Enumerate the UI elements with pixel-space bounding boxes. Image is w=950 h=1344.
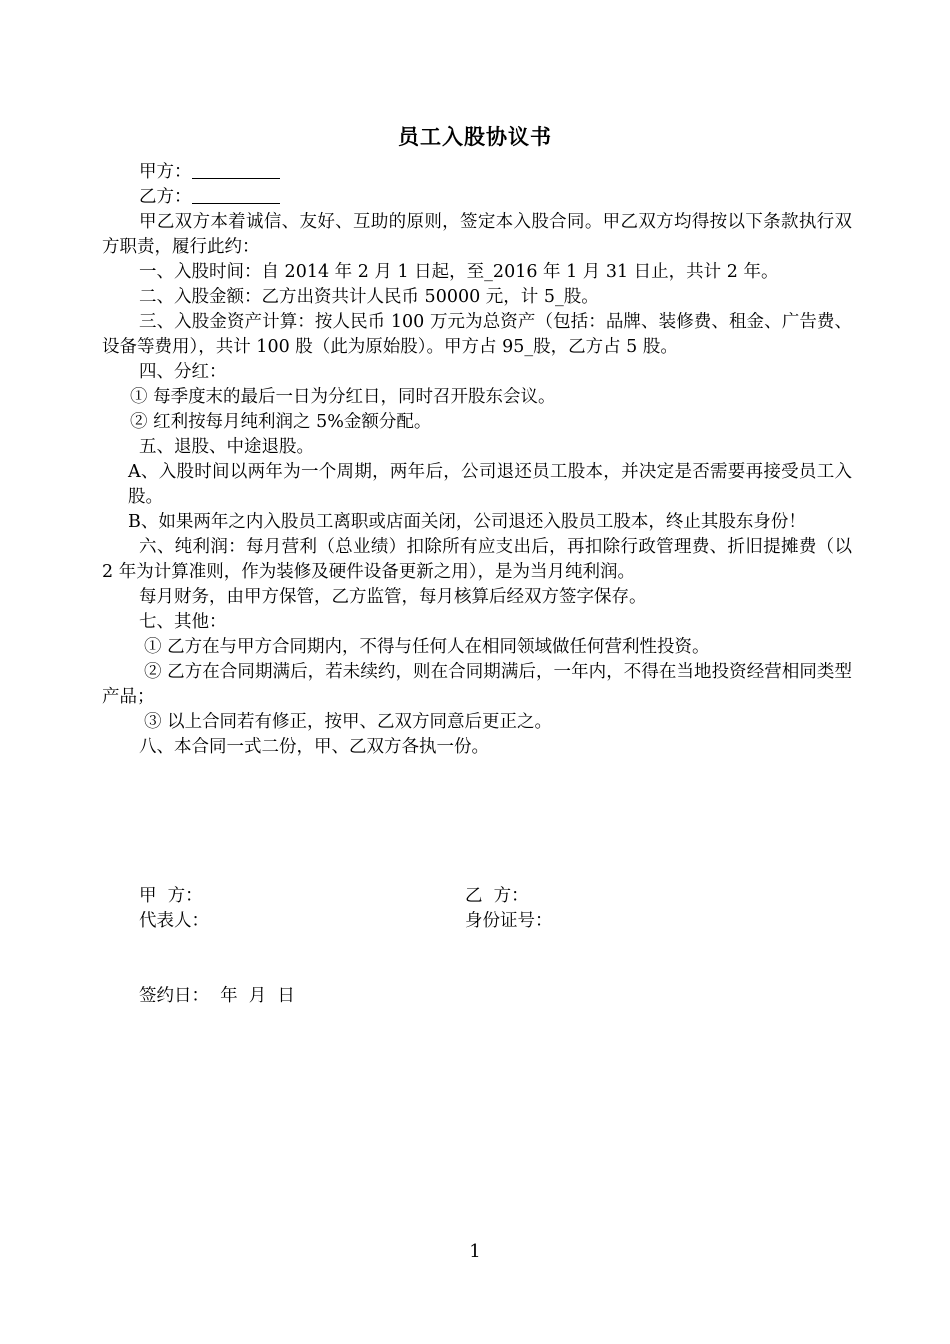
clause-3-text: 三、入股金资产计算：按人民币 100 万元为总资产（包括：品牌、装修费、租金、广告费、设备等费用），共计 100 股（此为原始股）。甲方占 95_股，乙方占 5 股。 — [102, 312, 852, 357]
party-b-line — [102, 185, 852, 210]
clause-6-note: 每月财务，由甲方保管，乙方监管，每月核算后经双方签字保存。 — [139, 587, 647, 607]
clause-4: 四、分红： — [139, 362, 227, 382]
party-a-line — [102, 160, 852, 185]
clause-4-item-1: ① 每季度末的最后一日为分红日，同时召开股东会议。 — [130, 387, 556, 407]
clause-5: 五、退股、中途退股。 — [139, 437, 314, 457]
clause-7-item-3: ③ 以上合同若有修正，按甲、乙双方同意后更正之。 — [144, 712, 553, 732]
signature-id-number: 身份证号： — [465, 911, 553, 931]
intro-paragraph — [102, 210, 852, 260]
signature-row-details — [139, 909, 859, 934]
clause-5-item-a — [102, 460, 852, 510]
party-a-label: 甲方： — [139, 162, 192, 182]
agreement-body — [102, 160, 852, 760]
signature-date-row — [139, 984, 859, 1009]
clause-5-a-text: A、入股时间以两年为一个周期，两年后，公司退还员工股本，并决定是否需要再接受员工入股。 — [128, 462, 852, 507]
clause-8: 八、本合同一式二份，甲、乙双方各执一份。 — [139, 737, 489, 757]
clause-7-2-text: ② 乙方在合同期满后，若未续约，则在合同期满后，一年内，不得在当地投资经营相同类型产品； — [102, 662, 852, 707]
clause-5-item-b — [102, 510, 852, 535]
clause-4-item-2: ② 红利按每月纯利润之 5%金额分配。 — [130, 412, 432, 432]
clause-6-text: 六、纯利润：每月营利（总业绩）扣除所有应支出后，再扣除行政管理费、折旧提摊费（以 2 年为计算准则，作为装修及硬件设备更新之用），是为当月纯利润。 — [102, 537, 852, 582]
clause-1: 一、入股时间：自 2014 年 2 月 1 日起，至_2016 年 1 月 31 日止，共计 2 年。 — [139, 262, 779, 282]
clause-2: 二、入股金额：乙方出资共计人民币 50000 元，计 5_股。 — [139, 287, 599, 307]
signature-party-b: 乙 方： — [465, 886, 529, 906]
document-title: 员工入股协议书 — [398, 124, 552, 149]
intro-text: 甲乙双方本着诚信、友好、互助的原则，签定本入股合同。甲乙双方均得按以下条款执行双方职责，履行此约： — [102, 212, 852, 257]
clause-5-b-text: B、如果两年之内入股员工离职或店面关闭，公司退还入股员工股本，终止其股东身份！ — [128, 512, 806, 532]
clause-7-item-1: ① 乙方在与甲方合同期内，不得与任何人在相同领域做任何营利性投资。 — [144, 637, 710, 657]
party-b-blank — [192, 185, 280, 204]
clause-7-item-2 — [102, 660, 852, 710]
party-b-label: 乙方： — [139, 187, 192, 207]
clause-7: 七、其他： — [139, 612, 227, 632]
party-a-blank — [192, 160, 280, 179]
signature-representative: 代表人： — [139, 911, 209, 931]
signature-date: 签约日： 年 月 日 — [139, 986, 295, 1006]
clause-3 — [102, 310, 852, 360]
signature-row-parties — [139, 884, 859, 909]
signature-party-a: 甲 方： — [139, 886, 203, 906]
page-number: 1 — [469, 1241, 481, 1262]
clause-6 — [102, 535, 852, 585]
